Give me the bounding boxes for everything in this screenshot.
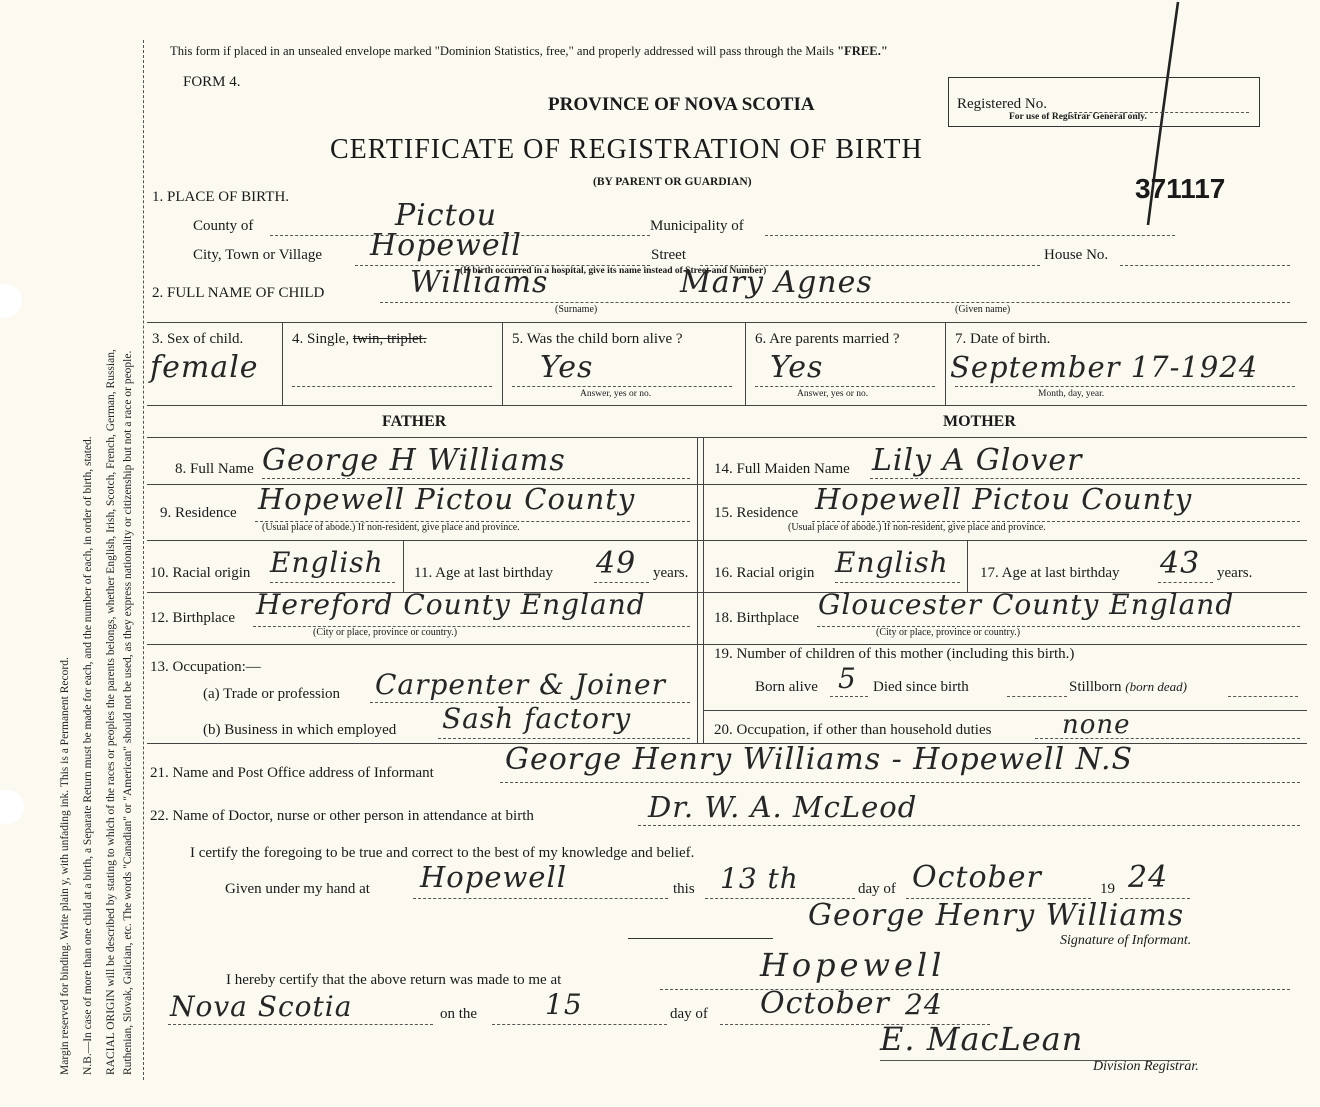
trade-label: (a) Trade or profession bbox=[203, 686, 341, 702]
date-of-birth-caption: Month, day, year. bbox=[1038, 389, 1105, 399]
mother-name-value: Lily A Glover bbox=[872, 443, 1083, 478]
binder-hole-bottom bbox=[0, 790, 24, 824]
serial-number: 371117 bbox=[1135, 173, 1226, 204]
father-racial-age-divider bbox=[403, 540, 404, 592]
hospital-note: (If birth occurred in a hospital, give its name instead of Street and Number) bbox=[460, 266, 767, 276]
mother-occupation-label: 20. Occupation, if other than household duties bbox=[714, 722, 992, 738]
registrar-day-value: 15 bbox=[545, 988, 583, 1021]
divider-3-4 bbox=[282, 322, 283, 405]
registrar-caption: Division Registrar. bbox=[1093, 1059, 1199, 1074]
father-age-years: years. bbox=[653, 565, 689, 581]
trade-value: Carpenter & Joiner bbox=[375, 668, 666, 701]
mother-age-line bbox=[1158, 582, 1213, 583]
father-name-label: 8. Full Name bbox=[175, 461, 254, 477]
mother-racial-value: English bbox=[835, 546, 949, 579]
divider-4-5 bbox=[502, 322, 503, 405]
father-name-value: George H Williams bbox=[262, 443, 566, 478]
registrar-day-line bbox=[492, 1024, 667, 1025]
born-alive-count-label: Born alive bbox=[755, 679, 818, 695]
single-line bbox=[292, 386, 492, 387]
certify-statement: I certify the foregoing to be true and correct to the best of my knowledge and belief. bbox=[190, 845, 695, 861]
date-of-birth-label: 7. Date of birth. bbox=[955, 331, 1051, 347]
doctor-line bbox=[638, 825, 1300, 826]
father-birthplace-value: Hereford County England bbox=[256, 588, 646, 621]
father-age-line bbox=[594, 582, 649, 583]
given-year-prefix: 19 bbox=[1100, 881, 1115, 897]
child-name-line bbox=[380, 302, 1290, 303]
certificate-subtitle: (BY PARENT OR GUARDIAN) bbox=[593, 176, 752, 188]
stillborn-line bbox=[1228, 696, 1298, 697]
row-racial-top bbox=[147, 540, 1307, 541]
given-day-value: 13 th bbox=[720, 862, 799, 895]
business-value: Sash factory bbox=[442, 702, 632, 735]
mother-racial-line bbox=[835, 582, 960, 583]
parents-center-divider-b bbox=[703, 437, 704, 743]
given-year-value: 24 bbox=[1128, 860, 1169, 895]
mother-age-years: years. bbox=[1217, 565, 1253, 581]
registrar-on-the-label: on the bbox=[440, 1006, 478, 1022]
child-surname-value: Williams bbox=[410, 265, 549, 300]
born-alive-caption: Answer, yes or no. bbox=[580, 389, 652, 399]
binder-hole-top bbox=[0, 284, 22, 318]
date-of-birth-line bbox=[955, 386, 1295, 387]
mother-age-label: 17. Age at last birthday bbox=[980, 565, 1120, 581]
registered-number-box bbox=[948, 77, 1260, 127]
given-month-value: October bbox=[912, 860, 1042, 895]
registrar-day-of-label: day of bbox=[670, 1006, 708, 1022]
child-name-label: 2. FULL NAME OF CHILD bbox=[152, 285, 325, 301]
stillborn-note: (born dead) bbox=[1125, 679, 1188, 694]
county-label: County of bbox=[193, 218, 254, 234]
date-of-birth-value: September 17-1924 bbox=[950, 350, 1259, 384]
margin-note-racial-origin: RACIAL ORIGIN will be described by stating to which of the races or peoples the parents belongs, whether English, Irish, Scotch, French, German, Russian, bbox=[105, 349, 117, 1075]
mother-name-label: 14. Full Maiden Name bbox=[714, 461, 850, 477]
father-name-line bbox=[262, 478, 690, 479]
father-racial-label: 10. Racial origin bbox=[150, 565, 251, 581]
father-residence-caption: (Usual place of abode.) If non-resident, give place and province. bbox=[262, 522, 520, 533]
margin-note-racial-origin-cont: Ruthenian, Slovak, Galician, etc. The words "Canadian" or "American" should not be used, as they express nationality or citizenship but not a race or people. bbox=[122, 350, 134, 1075]
children-count-label: 19. Number of children of this mother (including this birth.) bbox=[714, 646, 1075, 662]
row-3-7-bottom-border bbox=[147, 405, 1307, 406]
father-birthplace-caption: (City or place, province or country.) bbox=[313, 627, 458, 638]
informant-signature-rule bbox=[628, 938, 773, 939]
business-label: (b) Business in which employed bbox=[203, 722, 397, 738]
born-alive-answer: Yes bbox=[540, 350, 594, 385]
father-residence-label: 9. Residence bbox=[160, 505, 237, 521]
mother-age-value: 43 bbox=[1160, 546, 1201, 581]
born-alive-line bbox=[512, 386, 732, 387]
twin-triplet-struck: twin, triplet. bbox=[352, 331, 427, 347]
doctor-label: 22. Name of Doctor, nurse or other person in attendance at birth bbox=[150, 808, 534, 824]
single-label: 4. Single, twin, triplet. bbox=[292, 331, 427, 347]
margin-note-multiple-births: N.B.—In case of more than one child at a birth, a Separate Return must be made for each, and the number of each, in order of birth, stated. bbox=[82, 436, 94, 1075]
municipality-line bbox=[765, 235, 1175, 236]
informant-line bbox=[500, 782, 1300, 783]
given-name-caption: (Given name) bbox=[955, 304, 1011, 315]
row-occupation-top bbox=[147, 644, 1307, 645]
street-label: Street bbox=[651, 247, 686, 263]
registrar-signature: E. MacLean bbox=[880, 1020, 1084, 1058]
registrar-statement: I hereby certify that the above return was made to me at bbox=[226, 972, 562, 988]
sex-label: 3. Sex of child. bbox=[152, 331, 244, 347]
given-under-label: Given under my hand at bbox=[225, 881, 370, 897]
mother-occupation-value: none bbox=[1062, 710, 1131, 740]
informant-signature-caption: Signature of Informant. bbox=[1060, 933, 1192, 948]
father-racial-value: English bbox=[270, 546, 384, 579]
father-residence-value: Hopewell Pictou County bbox=[258, 482, 636, 516]
mother-children-rule bbox=[703, 710, 1307, 711]
father-age-value: 49 bbox=[596, 546, 637, 581]
father-heading: FATHER bbox=[382, 413, 447, 430]
row-3-7-top-border bbox=[147, 322, 1307, 323]
stillborn-label: Stillborn (born dead) bbox=[1069, 679, 1188, 695]
father-racial-line bbox=[270, 582, 395, 583]
registrar-place-value: Hopewell bbox=[760, 946, 946, 984]
doctor-value: Dr. W. A. McLeod bbox=[648, 790, 918, 824]
mother-residence-label: 15. Residence bbox=[714, 505, 799, 521]
informant-signature: George Henry Williams bbox=[808, 898, 1185, 933]
mother-residence-value: Hopewell Pictou County bbox=[815, 482, 1193, 516]
mother-birthplace-label: 18. Birthplace bbox=[714, 610, 799, 626]
born-alive-count-line bbox=[830, 696, 868, 697]
parents-married-line bbox=[755, 386, 935, 387]
county-value: Pictou bbox=[395, 198, 498, 233]
city-value: Hopewell bbox=[370, 228, 522, 263]
parents-married-question: 6. Are parents married ? bbox=[755, 331, 900, 347]
surname-caption: (Surname) bbox=[555, 304, 598, 315]
city-label: City, Town or Village bbox=[193, 247, 323, 263]
business-line bbox=[438, 738, 690, 739]
divider-6-7 bbox=[945, 322, 946, 405]
mother-birthplace-value: Gloucester County England bbox=[818, 588, 1235, 621]
margin-note-binding: Margin reserved for binding. Write plain y, with unfading ink. This is a Permanent Record. bbox=[59, 657, 71, 1075]
father-age-label: 11. Age at last birthday bbox=[414, 565, 553, 581]
municipality-label: Municipality of bbox=[650, 218, 744, 234]
given-place-line bbox=[413, 898, 668, 899]
registrar-province-value: Nova Scotia bbox=[170, 990, 353, 1023]
mail-notice-free: "FREE." bbox=[837, 44, 888, 58]
born-alive-question: 5. Was the child born alive ? bbox=[512, 331, 683, 347]
informant-value: George Henry Williams - Hopewell N.S bbox=[505, 742, 1134, 777]
house-number-line bbox=[1120, 265, 1290, 266]
form-number: FORM 4. bbox=[183, 74, 241, 90]
registrar-year-value: 24 bbox=[905, 988, 943, 1021]
registrar-province-line bbox=[168, 1024, 433, 1025]
given-this-label: this bbox=[673, 881, 695, 897]
mother-racial-age-divider bbox=[967, 540, 968, 592]
mother-name-line bbox=[870, 478, 1300, 479]
mother-heading: MOTHER bbox=[943, 413, 1016, 430]
died-since-birth-label: Died since birth bbox=[873, 679, 969, 695]
parents-heading-rule bbox=[147, 437, 1307, 438]
house-number-label: House No. bbox=[1044, 247, 1109, 263]
parents-married-caption: Answer, yes or no. bbox=[797, 389, 869, 399]
sex-value: female bbox=[150, 350, 259, 385]
binding-margin-line bbox=[143, 40, 144, 1080]
place-of-birth-heading: 1. PLACE OF BIRTH. bbox=[152, 189, 290, 205]
informant-label: 21. Name and Post Office address of Informant bbox=[150, 765, 434, 781]
registered-number-label: Registered No. bbox=[957, 96, 1047, 112]
divider-5-6 bbox=[745, 322, 746, 405]
born-alive-count-value: 5 bbox=[838, 662, 857, 695]
registrar-month-value: October bbox=[760, 986, 890, 1021]
province-heading: PROVINCE OF NOVA SCOTIA bbox=[548, 94, 815, 115]
died-since-birth-line bbox=[1007, 696, 1067, 697]
parents-married-answer: Yes bbox=[770, 350, 824, 385]
mother-residence-caption: (Usual place of abode.) If non-resident, give place and province. bbox=[788, 522, 1046, 533]
given-place-value: Hopewell bbox=[420, 860, 568, 894]
certificate-title: CERTIFICATE OF REGISTRATION OF BIRTH bbox=[330, 134, 923, 165]
mail-notice: This form if placed in an unsealed envelope marked "Dominion Statistics, free," and properly addressed will pass through the Mails "FREE." bbox=[170, 44, 888, 58]
father-occupation-label: 13. Occupation:— bbox=[150, 659, 261, 675]
registrar-place-line bbox=[660, 989, 1290, 990]
father-birthplace-label: 12. Birthplace bbox=[150, 610, 235, 626]
registrar-use-note: For use of Registrar General only. bbox=[1009, 112, 1147, 122]
mother-birthplace-caption: (City or place, province or country.) bbox=[876, 627, 1021, 638]
parents-center-divider-a bbox=[697, 437, 698, 743]
given-day-of-label: day of bbox=[858, 881, 896, 897]
mother-racial-label: 16. Racial origin bbox=[714, 565, 815, 581]
child-given-name-value: Mary Agnes bbox=[680, 265, 873, 300]
